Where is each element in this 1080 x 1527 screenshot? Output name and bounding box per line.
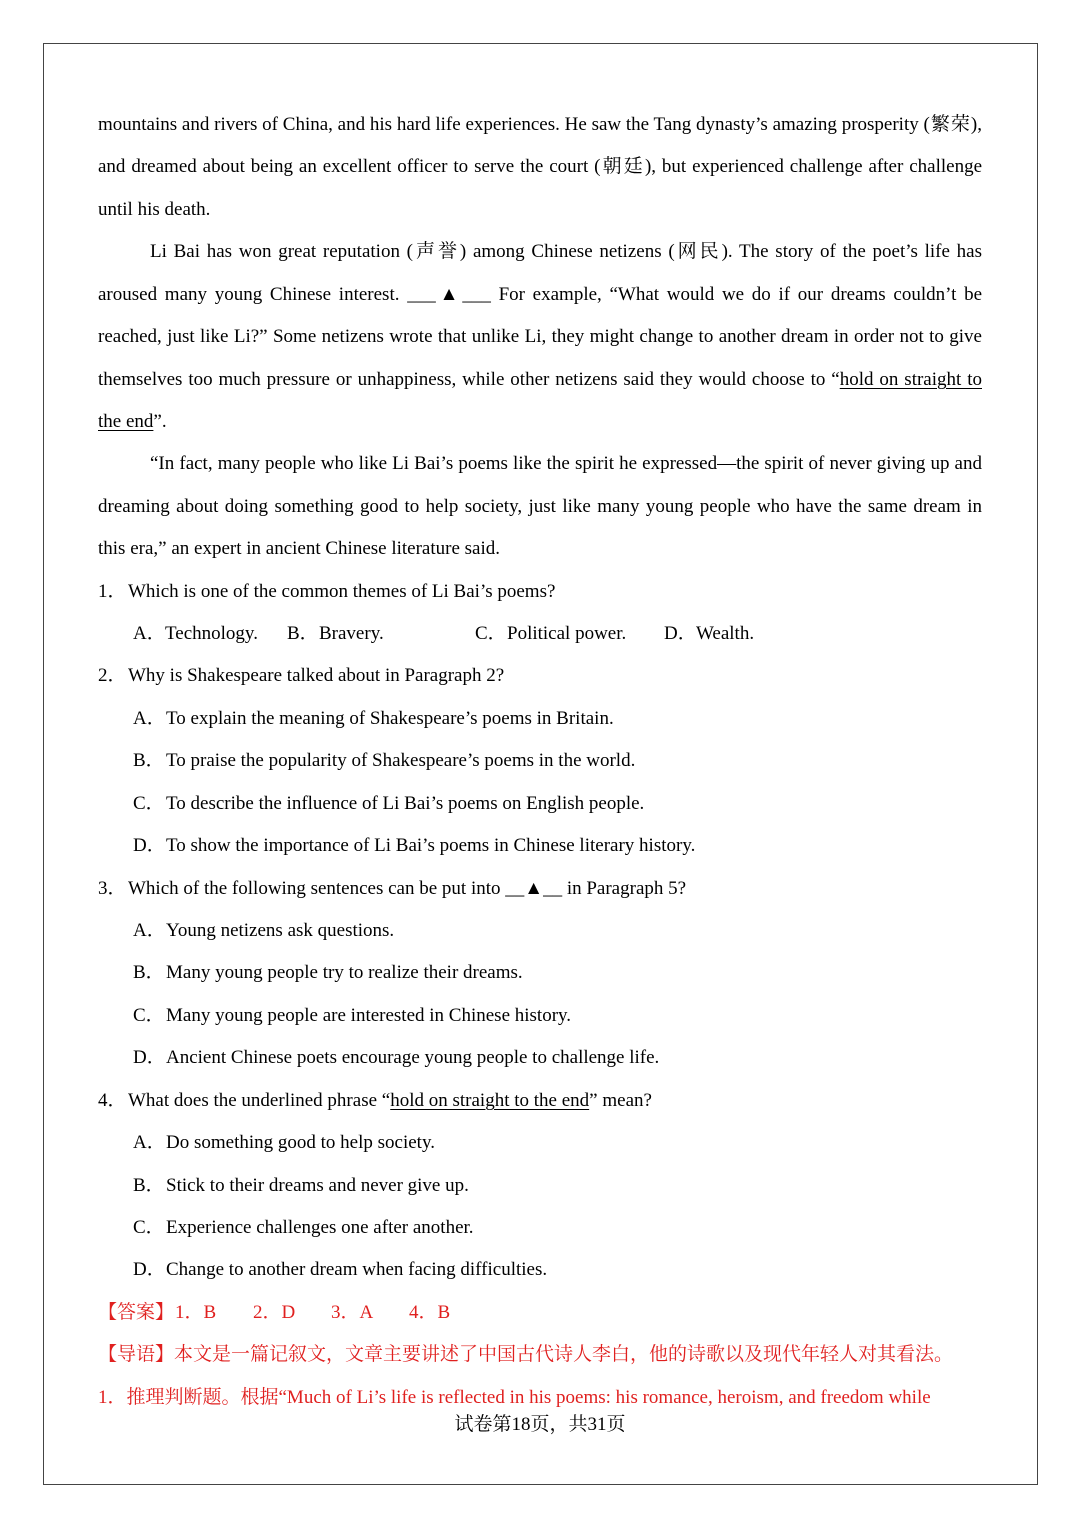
option-letter: C． [133, 1004, 165, 1026]
answer-key [98, 1292, 982, 1334]
guide-line [98, 1334, 982, 1376]
guide-text: 本文是一篇记叙文，文章主要讲述了中国古代诗人李白，他的诗歌以及现代年轻人对其看法。 [174, 1344, 954, 1366]
question-text: Which of the following sentences can be put into [128, 877, 501, 899]
paragraph-first-line: “In fact, many people who like Li Bai’s poems like the spirit he expressed—the spirit of never giving up and [150, 453, 982, 475]
question-text: ” mean? [589, 1089, 652, 1111]
question-text: What does the underlined phrase “ [128, 1089, 391, 1111]
guide-label: 【导语】 [98, 1344, 175, 1366]
option-letter: D． [664, 623, 697, 645]
question-1-stem [98, 571, 982, 613]
answer-item: 2．D [253, 1301, 296, 1323]
underlined-phrase: the end [98, 410, 154, 432]
question-number: 4． [98, 1089, 127, 1111]
option-b [98, 740, 982, 782]
option-text: To show the importance of Li Bai’s poems in Chinese literary history. [166, 835, 696, 857]
option-text: Many young people are interested in Chinese history. [166, 1004, 572, 1026]
passage-line: dreaming about doing something good to help society, just like many young people who have the same dream in [98, 495, 982, 517]
question-text: Which is one of the common themes of Li Bai’s poems? [128, 580, 556, 602]
option-a [98, 1122, 982, 1164]
underlined-phrase: hold on straight to [839, 368, 982, 390]
option-letter: D． [133, 1259, 166, 1281]
option-letter: A． [133, 623, 166, 645]
option-text: To describe the influence of Li Bai’s poems on English people. [166, 792, 645, 814]
answer-blank: ___▲___ [407, 283, 491, 305]
passage-line [98, 401, 982, 443]
passage-line: this era,” an expert in ancient Chinese literature said. [98, 538, 501, 560]
option-text: Change to another dream when facing difficulties. [166, 1259, 548, 1281]
answer-item: 1．B [175, 1301, 217, 1323]
option-b [98, 1165, 982, 1207]
option-text: To praise the popularity of Shakespeare’s poems in the world. [166, 750, 636, 772]
option-text: Young netizens ask questions. [166, 920, 395, 942]
underlined-phrase: hold on straight to the end [390, 1089, 590, 1111]
option-text: Bravery. [319, 623, 384, 645]
option-a [98, 698, 982, 740]
option-letter: C． [475, 623, 507, 645]
option-letter: B． [133, 1174, 165, 1196]
answer-blank: __▲__ [505, 877, 563, 899]
analysis-line: 1．推理判断题。根据“Much of Li’s life is reflected in his poems: his romance, heroism, and freedom while [98, 1386, 931, 1408]
option-text: Do something good to help society. [166, 1132, 435, 1154]
option-d [98, 1249, 982, 1291]
option-c [98, 1207, 982, 1249]
passage-text: For example, “What would we do if our dreams couldn’t be [498, 283, 983, 305]
option-text: To explain the meaning of Shakespeare’s poems in Britain. [166, 707, 614, 729]
question-1-options [98, 613, 982, 655]
option-letter: D． [133, 835, 166, 857]
option-letter: B． [133, 962, 165, 984]
question-4-stem [98, 1080, 982, 1122]
option-text: Political power. [507, 623, 627, 645]
option-b [287, 613, 384, 655]
exam-content [98, 104, 982, 1419]
option-c [475, 613, 626, 655]
option-text: Wealth. [696, 623, 755, 645]
option-letter: A． [133, 920, 166, 942]
passage-text: aroused many young Chinese interest. [98, 283, 400, 305]
option-letter: D． [133, 1047, 166, 1069]
option-letter: B． [287, 623, 319, 645]
option-c [98, 783, 982, 825]
passage-line: reached, just like Li?” Some netizens wrote that unlike Li, they might change to another dream in order not to give [98, 326, 982, 348]
passage-text: ”. [153, 410, 167, 432]
option-text: Ancient Chinese poets encourage young people to challenge life. [166, 1047, 660, 1069]
option-letter: C． [133, 792, 165, 814]
option-letter: C． [133, 1216, 165, 1238]
option-c [98, 995, 982, 1037]
option-a [133, 613, 258, 655]
option-text: Stick to their dreams and never give up. [166, 1174, 469, 1196]
question-text: in Paragraph 5? [566, 877, 687, 899]
option-letter: A． [133, 707, 166, 729]
option-a [98, 910, 982, 952]
paragraph-first-line: Li Bai has won great reputation (声誉) among Chinese netizens (网民). The story of the poet’s life has [150, 241, 982, 263]
passage-line: and dreamed about being an excellent officer to serve the court (朝廷), but experienced challenge after challenge [98, 156, 982, 178]
option-text: Many young people try to realize their dreams. [166, 962, 523, 984]
option-text: Experience challenges one after another. [166, 1216, 474, 1238]
answer-label: 【答案】 [98, 1301, 175, 1323]
option-d [98, 825, 982, 867]
option-d [98, 1037, 982, 1079]
option-letter: B． [133, 750, 165, 772]
option-d [664, 613, 754, 655]
question-number: 2． [98, 665, 127, 687]
answer-item: 3．A [331, 1301, 374, 1323]
passage-line [98, 359, 982, 401]
passage-text: themselves too much pressure or unhappiness, while other netizens said they would choose to “ [98, 368, 840, 390]
option-b [98, 952, 982, 994]
option-letter: A． [133, 1132, 166, 1154]
question-number: 1． [98, 580, 127, 602]
option-text: Technology. [165, 623, 258, 645]
question-3-stem [98, 868, 982, 910]
passage-line-with-blank [98, 274, 982, 316]
question-number: 3． [98, 877, 127, 899]
question-text: Why is Shakespeare talked about in Paragraph 2? [128, 665, 505, 687]
passage-line: mountains and rivers of China, and his hard life experiences. He saw the Tang dynasty’s amazing prosperity (繁荣), [98, 114, 982, 135]
page-footer: 试卷第18页，共31页 [454, 1414, 626, 1435]
passage-line: until his death. [98, 198, 211, 220]
question-2-stem [98, 655, 982, 697]
answer-item: 4．B [409, 1301, 451, 1323]
